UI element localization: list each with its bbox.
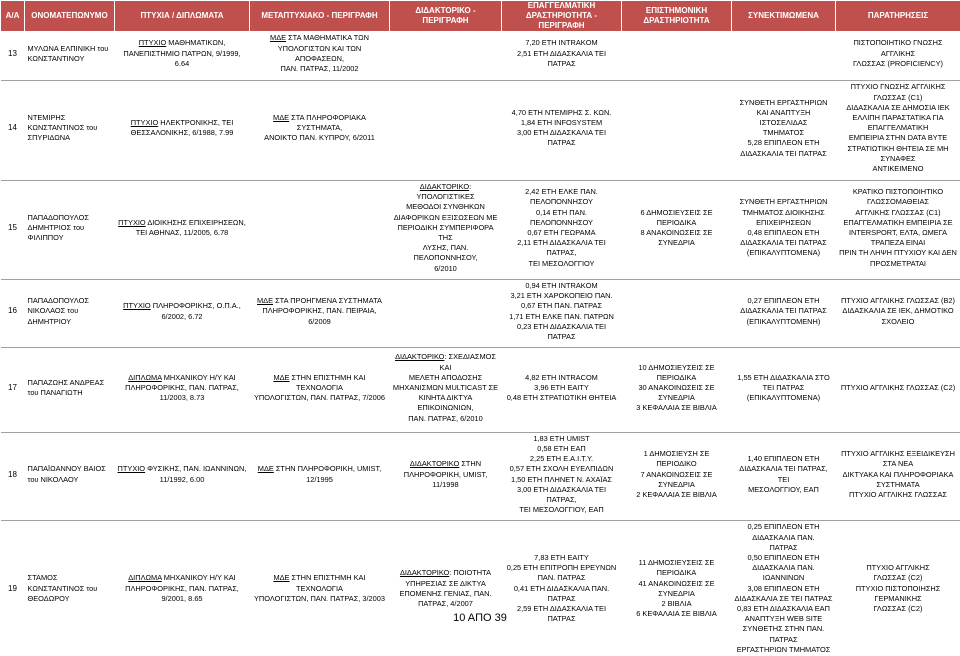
scientific-cell bbox=[622, 32, 732, 76]
assessed-cell bbox=[732, 521, 836, 656]
cell-line: ΔΙΔΑΣΚΑΛΙΑ ΣΕ ΤΕΙ ΠΑΤΡΑΣ bbox=[735, 594, 833, 604]
notes-cell bbox=[836, 432, 960, 516]
cell-line: ΠΑΝΕΠΙΣΤΗΜΙΟ ΠΑΤΡΩΝ, 9/1999, bbox=[118, 49, 247, 59]
cell-line: 0,41 ΕΤΗ ΔΙΔΑΣΚΑΛΙΑ ΠΑΝ. ΠΑΤΡΑΣ bbox=[505, 584, 619, 604]
cell-line: ΣΥΝΕΔΡΙΑ bbox=[625, 393, 729, 403]
qualification-type: ΜΔΕ bbox=[257, 296, 273, 305]
phd-cell bbox=[390, 521, 502, 656]
assessed-cell bbox=[732, 279, 836, 343]
cell-line: ΠΤΥΧΙΟ ΦΥΣΙΚΗΣ, ΠΑΝ. ΙΩΑΝΝΙΝΩΝ, bbox=[118, 464, 247, 474]
cell-line: 0,27 ΕΠΙΠΛΕΟΝ ΕΤΗ bbox=[735, 296, 833, 306]
qualification-type: ΜΔΕ bbox=[258, 464, 274, 473]
header-assessed: ΣΥΝΕΚΤΙΜΩΜΕΝΑ bbox=[732, 1, 836, 32]
notes-cell bbox=[836, 521, 960, 656]
phd-cell bbox=[390, 32, 502, 76]
cell-line: ΣΥΝΘΕΤΗ ΕΡΓΑΣΤΗΡΙΩΝ bbox=[735, 197, 833, 207]
cell-line: 41 ΑΝΑΚΟΙΝΩΣΕΙΣ ΣΕ bbox=[625, 579, 729, 589]
cell-line: 11 ΔΗΜΟΣΙΕΥΣΕΙΣ ΣΕ bbox=[625, 558, 729, 568]
degree-cell bbox=[115, 80, 250, 176]
cell-line: ΓΛΩΣΣΑΣ (PROFICIENCY) bbox=[839, 59, 958, 69]
qualification-type: ΠΤΥΧΙΟ bbox=[139, 38, 167, 47]
cell-line: ΓΛΩΣΣΑΣ (C2) bbox=[839, 604, 958, 614]
qualification-type: ΔΙΠΛΩΜΑ bbox=[128, 373, 161, 382]
cell-line: 10 ΔΗΜΟΣΙΕΥΣΕΙΣ ΣΕ bbox=[625, 363, 729, 373]
qualification-type: ΠΤΥΧΙΟ bbox=[118, 218, 146, 227]
cell-line: ΤΕΙ ΜΕΣΟΛΟΓΓΙΟΥ bbox=[505, 259, 619, 269]
professional-cell bbox=[502, 32, 622, 76]
cell-line: 6/2002, 6.72 bbox=[118, 312, 247, 322]
cell-line: ΓΛΩΣΣΑΣ (C2) bbox=[839, 573, 958, 583]
qualification-type: ΜΔΕ bbox=[273, 373, 289, 382]
cell-line: ΠΤΥΧΙΟ ΜΑΘΗΜΑΤΙΚΩΝ, bbox=[118, 38, 247, 48]
cell-line: 0,23 ΕΤΗ ΔΙΔΑΣΚΑΛΙΑ ΤΕΙ ΠΑΤΡΑΣ bbox=[505, 322, 619, 342]
cell-line: ΘΕΟΔΩΡΟΥ bbox=[28, 594, 112, 604]
cell-line: ΔΙΔΑΚΤΟΡΙΚΟ: ΣΧΕΔΙΑΣΜΟΣ ΚΑΙ bbox=[393, 352, 499, 372]
cell-line: ΔΙΔΑΣΚΑΛΙΑ ΣΕ ΙΕΚ, ΔΗΜΟΤΙΚΟ ΣΧΟΛΕΙΟ bbox=[839, 306, 958, 326]
assessed-cell bbox=[732, 80, 836, 176]
cell-line: ΠΕΛΟΠΟΝΝΗΣΟΥ bbox=[505, 197, 619, 207]
row-number: 13 bbox=[1, 32, 25, 76]
phd-cell bbox=[390, 279, 502, 343]
cell-line: ΜΔΕ ΣΤΗΝ ΠΛΗΡΟΦΟΡΙΚΗ, UMIST, bbox=[253, 464, 387, 474]
cell-line: ΠΛΗΡΟΦΟΡΙΚΗ, UMIST, bbox=[393, 470, 499, 480]
cell-line: 6.64 bbox=[118, 59, 247, 69]
qualification-type: ΠΤΥΧΙΟ bbox=[118, 464, 146, 473]
cell-line: ΜΥΛΩΝΑ ΕΛΠΙΝΙΚΗ του bbox=[28, 44, 112, 54]
cell-line: ΜΔΕ ΣΤΑ ΜΑΘΗΜΑΤΙΚΑ ΤΩΝ bbox=[253, 33, 387, 43]
professional-cell bbox=[502, 521, 622, 656]
cell-line: ΥΠΟΛΟΓΙΣΤΩΝ, ΠΑΝ. ΠΑΤΡΑΣ, 7/2006 bbox=[253, 393, 387, 403]
cell-line: ΔΙΔΑΣΚΑΛΙΑ ΤΕΙ ΠΑΤΡΑΣ bbox=[735, 238, 833, 248]
assessed-cell bbox=[732, 181, 836, 275]
cell-line: ΣΤΡΑΤΙΩΤΙΚΗ ΘΗΤΕΙΑ ΣΕ ΜΗ ΣΥΝΑΦΕΣ bbox=[839, 144, 958, 164]
cell-line: ΘΕΣΣΑΛΟΝΙΚΗΣ, 6/1988, 7.99 bbox=[118, 128, 247, 138]
cell-line: ΠΑΤΡΑΣ bbox=[735, 543, 833, 553]
cell-line: ΠΑΠΑΪΩΑΝΝΟΥ ΒΑΙΟΣ bbox=[28, 464, 112, 474]
cell-line: του ΝΙΚΟΛΑΟΥ bbox=[28, 475, 112, 485]
cell-line: 1,84 ΕΤΗ INFOSYSTEM bbox=[505, 118, 619, 128]
cell-line: ΔΙΔΑΣΚΑΛΙΑ ΤΕΙ ΠΑΤΡΑΣ bbox=[735, 306, 833, 316]
cell-line: 1,40 ΕΠΙΠΛΕΟΝ ΕΤΗ bbox=[735, 454, 833, 464]
cell-line: ΔΙΑΦΟΡΙΚΩΝ ΕΞΙΣΩΣΕΩΝ ΜΕ bbox=[393, 213, 499, 223]
assessed-cell bbox=[732, 32, 836, 76]
cell-line: 30 ΑΝΑΚΟΙΝΩΣΕΙΣ ΣΕ bbox=[625, 383, 729, 393]
cell-line: ΠΤΥΧΙΟ ΑΓΓΛΙΚΗΣ ΓΛΩΣΣΑΣ bbox=[839, 490, 958, 500]
cell-line: ΔΙΠΛΩΜΑ ΜΗΧΑΝΙΚΟΥ Η/Υ ΚΑΙ bbox=[118, 373, 247, 383]
row-number: 14 bbox=[1, 80, 25, 176]
cell-line: ΕΠΟΜΕΝΗΣ ΓΕΝΙΑΣ, ΠΑΝ. bbox=[393, 589, 499, 599]
cell-line: 7 ΑΝΑΚΟΙΝΩΣΕΙΣ ΣΕ ΣΥΝΕΔΡΙΑ bbox=[625, 470, 729, 490]
header-name: ΟΝΟΜΑΤΕΠΩΝΥΜΟ bbox=[25, 1, 115, 32]
cell-line: ΜΔΕ ΣΤΑ ΠΡΟΗΓΜΕΝΑ ΣΥΣΤΗΜΑΤΑ bbox=[253, 296, 387, 306]
cell-line: 2,25 ΕΤΗ Ε.Α.Ι.Τ.Υ. bbox=[505, 454, 619, 464]
row-number: 16 bbox=[1, 279, 25, 343]
cell-line: ΠΑΝ. ΠΑΤΡΑΣ, 6/2010 bbox=[393, 414, 499, 424]
cell-line: 2 ΚΕΦΑΛΑΙΑ ΣΕ ΒΙΒΛΙΑ bbox=[625, 490, 729, 500]
cell-line: ΔΙΔΑΣΚΑΛΙΑ ΣΕ ΔΗΜΟΣΙΑ ΙΕΚ bbox=[839, 103, 958, 113]
professional-cell bbox=[502, 432, 622, 516]
cell-line: 2,51 ΕΤΗ ΔΙΔΑΣΚΑΛΙΑ ΤΕΙ ΠΑΤΡΑΣ bbox=[505, 49, 619, 69]
cell-line: 11/2003, 8.73 bbox=[118, 393, 247, 403]
degree-cell bbox=[115, 32, 250, 76]
masters-cell bbox=[250, 279, 390, 343]
cell-line: 0,67 ΕΤΗ ΓΕΩΡΑΜΑ bbox=[505, 228, 619, 238]
cell-line: ΠΑΤΡΑΣ, 4/2007 bbox=[393, 599, 499, 609]
cell-line: ΔΙΔΑΣΚΑΛΙΑ ΠΑΝ. bbox=[735, 563, 833, 573]
notes-cell bbox=[836, 181, 960, 275]
header-professional: ΕΠΑΓΓΕΛΜΑΤΙΚΗ ΔΡΑΣΤΗΡΙΟΤΗΤΑ - ΠΕΡΙΓΡΑΦΗ bbox=[502, 1, 622, 32]
cell-line: ΠΤΥΧΙΟ ΑΓΓΛΙΚΗΣ ΓΛΩΣΣΑΣ (Β2) bbox=[839, 296, 958, 306]
phd-cell bbox=[390, 432, 502, 516]
cell-line: ΠΕΡΙΟΔΙΚΑ bbox=[625, 568, 729, 578]
cell-line: 0,94 ΕΤΗ INTRAKOM bbox=[505, 281, 619, 291]
name-cell bbox=[25, 181, 115, 275]
cell-line: 3 ΚΕΦΑΛΑΙΑ ΣΕ ΒΙΒΛΙΑ bbox=[625, 403, 729, 413]
table-row bbox=[1, 181, 960, 275]
cell-line: ΚΩΝΣΤΑΝΤΙΝΟΥ bbox=[28, 54, 112, 64]
cell-line: ΤΕΙ ΜΕΣΟΛΟΓΓΙΟΥ, ΕΑΠ bbox=[505, 505, 619, 515]
masters-cell bbox=[250, 80, 390, 176]
cell-line: 7,83 ΕΤΗ EAITY bbox=[505, 553, 619, 563]
cell-line: 0,50 ΕΠΙΠΛΕΟΝ ΕΤΗ bbox=[735, 553, 833, 563]
table-row bbox=[1, 348, 960, 428]
degree-cell bbox=[115, 521, 250, 656]
cell-line: ΠΑΝ. ΠΑΤΡΑΣ, 11/2002 bbox=[253, 64, 387, 74]
cell-line: ΕΡΓΑΣΤΗΡΙΩΝ ΤΜΗΜΑΤΟΣ bbox=[735, 645, 833, 655]
qualification-type: ΔΙΔΑΚΤΟΡΙΚΟ bbox=[400, 568, 449, 577]
table-row bbox=[1, 432, 960, 516]
cell-line: ΣΥΝΘΕΤΗΣ ΣΤΗΝ ΠΑΝ. ΠΑΤΡΑΣ bbox=[735, 624, 833, 644]
cell-line: 0,25 ΕΤΗ ΕΠΙΤΡΟΠΗ ΕΡΕΥΝΩΝ bbox=[505, 563, 619, 573]
header-scientific: ΕΠΙΣΤΗΜΟΝΙΚΗ ΔΡΑΣΤΗΡΙΟΤΗΤΑ bbox=[622, 1, 732, 32]
scientific-cell bbox=[622, 181, 732, 275]
cell-line: 9/2001, 8.65 bbox=[118, 594, 247, 604]
masters-cell bbox=[250, 432, 390, 516]
scientific-cell bbox=[622, 521, 732, 656]
cell-line: ΣΥΝΘΕΤΗ ΕΡΓΑΣΤΗΡΙΩΝ bbox=[735, 98, 833, 108]
cell-line: ΥΠΟΛΟΓΙΣΤΩΝ, ΠΑΝ. ΠΑΤΡΑΣ, 3/2003 bbox=[253, 594, 387, 604]
cell-line: ΚΑΙ ΑΝΑΠΤΥΞΗ ΙΣΤΟΣΕΛΙΔΑΣ bbox=[735, 108, 833, 128]
scientific-cell bbox=[622, 432, 732, 516]
header-phd: ΔΙΔΑΚΤΟΡΙΚΟ - ΠΕΡΙΓΡΑΦΗ bbox=[390, 1, 502, 32]
qualification-type: ΜΔΕ bbox=[273, 113, 289, 122]
qualification-type: ΔΙΠΛΩΜΑ bbox=[128, 573, 161, 582]
cell-line: ΜΗΧΑΝΙΣΜΩΝ MULTICAST ΣΕ bbox=[393, 383, 499, 393]
header-notes: ΠΑΡΑΤΗΡΗΣΕΙΣ bbox=[836, 1, 960, 32]
cell-line: 0,48 ΕΠΙΠΛΕΟΝ ΕΤΗ bbox=[735, 228, 833, 238]
name-cell bbox=[25, 432, 115, 516]
cell-line: ΕΠΑΓΓΕΛΜΑΤΙΚΗ ΕΜΠΕΙΡΙΑ ΣΕ bbox=[839, 218, 958, 228]
cell-line: ΤΕΙ ΠΑΤΡΑΣ bbox=[735, 383, 833, 393]
cell-line: (ΕΠΙΚΑΛΥΠΤΟΜΕΝΑ) bbox=[735, 248, 833, 258]
cell-line: ΔΙΔΑΣΚΑΛΙΑ ΠΑΝ. bbox=[735, 533, 833, 543]
professional-cell bbox=[502, 181, 622, 275]
degree-cell bbox=[115, 181, 250, 275]
masters-cell bbox=[250, 348, 390, 428]
cell-line: ΜΕΣΟΛΟΓΓΙΟΥ, ΕΑΠ bbox=[735, 485, 833, 495]
cell-line: ΤΜΗΜΑΤΟΣ ΔΙΟΙΚΗΣΗΣ bbox=[735, 208, 833, 218]
cell-line: (ΕΠΙΚΑΛΥΠΤΟΜΕΝΑ) bbox=[735, 393, 833, 403]
cell-line: 4,82 ΕΤΗ INTRACOM bbox=[505, 373, 619, 383]
row-number: 19 bbox=[1, 521, 25, 656]
qualification-type: ΠΤΥΧΙΟ bbox=[131, 118, 159, 127]
cell-line: ΜΕΛΕΤΗ ΑΠΟΔΟΣΗΣ bbox=[393, 373, 499, 383]
phd-cell bbox=[390, 348, 502, 428]
scientific-cell bbox=[622, 348, 732, 428]
cell-line: 2,59 ΕΤΗ ΔΙΔΑΣΚΑΛΙΑ ΤΕΙ ΠΑΤΡΑΣ bbox=[505, 604, 619, 624]
cell-line: 6 ΚΕΦΑΛΑΙΑ ΣΕ ΒΙΒΛΙΑ bbox=[625, 609, 729, 619]
cell-line: ΚΩΝΣΤΑΝΤΙΝΟΣ του bbox=[28, 584, 112, 594]
masters-cell bbox=[250, 521, 390, 656]
scientific-cell bbox=[622, 279, 732, 343]
cell-line: ΜΔΕ ΣΤΑ ΠΛΗΡΟΦΟΡΙΑΚΑ ΣΥΣΤΗΜΑΤΑ, bbox=[253, 113, 387, 133]
masters-cell bbox=[250, 181, 390, 275]
cell-line: ΝΙΚΟΛΑΟΣ του bbox=[28, 306, 112, 316]
cell-line: 11/1992, 6.00 bbox=[118, 475, 247, 485]
cell-line: ΝΤΕΜΙΡΗΣ bbox=[28, 113, 112, 123]
table-row bbox=[1, 32, 960, 76]
cell-line: ΠΡΙΝ ΤΗ ΛΗΨΗ ΠΤΥΧΙΟΥ ΚΑΙ ΔΕΝ bbox=[839, 248, 958, 258]
cell-line: ΜΔΕ ΣΤΗΝ ΕΠΙΣΤΗΜΗ ΚΑΙ ΤΕΧΝΟΛΟΓΙΑ bbox=[253, 573, 387, 593]
cell-line: 6 ΔΗΜΟΣΙΕΥΣΕΙΣ ΣΕ bbox=[625, 208, 729, 218]
degree-cell bbox=[115, 279, 250, 343]
qualification-type: ΔΙΔΑΚΤΟΡΙΚΟ bbox=[420, 182, 469, 191]
cell-line: ΠΕΡΙΟΔΙΚΑ bbox=[625, 373, 729, 383]
degree-cell bbox=[115, 348, 250, 428]
cell-line: ΚΙΝΗΤΑ ΔΙΚΤΥΑ ΕΠΙΚΟΙΝΩΝΙΩΝ, bbox=[393, 393, 499, 413]
cell-line: ΠΑΠΑΔΟΠΟΥΛΟΣ bbox=[28, 213, 112, 223]
cell-line: 1,55 ΕΤΗ ΔΙΔΑΣΚΑΛΙΑ ΣΤΟ bbox=[735, 373, 833, 383]
cell-line: ΠΤΥΧΙΟ ΔΙΟΙΚΗΣΗΣ ΕΠΙΧΕΙΡΗΣΕΩΝ, bbox=[118, 218, 247, 228]
cell-line: ΠΤΥΧΙΟ ΑΓΓΛΙΚΗΣ ΓΛΩΣΣΑΣ (C2) bbox=[839, 383, 958, 393]
cell-line: 0,67 ΕΤΗ ΠΑΝ. ΠΑΤΡΑΣ bbox=[505, 301, 619, 311]
cell-line: 1,71 ΕΤΗ ΕΛΚΕ ΠΑΝ. ΠΑΤΡΩΝ bbox=[505, 312, 619, 322]
cell-line: ΠΑΠΑΔΟΠΟΥΛΟΣ bbox=[28, 296, 112, 306]
assessed-cell bbox=[732, 432, 836, 516]
phd-cell bbox=[390, 181, 502, 275]
header-row bbox=[1, 1, 960, 32]
name-cell bbox=[25, 279, 115, 343]
cell-line: ΑΓΓΛΙΚΗΣ ΓΛΩΣΣΑΣ (C1) bbox=[839, 208, 958, 218]
cell-line: ΔΗΜΗΤΡΙΟΥ bbox=[28, 317, 112, 327]
cell-line: ΠΛΗΡΟΦΟΡΙΚΗΣ, ΠΑΝ. ΠΕΙΡΑΙΑ, 6/2009 bbox=[253, 306, 387, 326]
professional-cell bbox=[502, 80, 622, 176]
cell-line: 2,42 ΕΤΗ ΕΛΚΕ ΠΑΝ. bbox=[505, 187, 619, 197]
cell-line: ΠΤΥΧΙΟ ΠΛΗΡΟΦΟΡΙΚΗΣ, Ο.Π.Α., bbox=[118, 301, 247, 311]
row-number: 15 bbox=[1, 181, 25, 275]
assessed-cell bbox=[732, 348, 836, 428]
cell-line: ΦΙΛΙΠΠΟΥ bbox=[28, 233, 112, 243]
cell-line: 12/1995 bbox=[253, 475, 387, 485]
cell-line: ΕΜΠΕΙΡΙΑ ΣΤΗΝ DATA BYTE bbox=[839, 133, 958, 143]
cell-line: ΜΔΕ ΣΤΗΝ ΕΠΙΣΤΗΜΗ ΚΑΙ ΤΕΧΝΟΛΟΓΙΑ bbox=[253, 373, 387, 393]
cell-line: ΥΠΟΛΟΓΙΣΤΩΝ ΚΑΙ ΤΩΝ ΑΠΟΦΑΣΕΩΝ, bbox=[253, 44, 387, 64]
cell-line: ΠΕΡΙΟΔΙΚΑ bbox=[625, 218, 729, 228]
cell-line: ΠΙΣΤΟΠΟΙΗΤΙΚΟ ΓΝΩΣΗΣ ΑΓΓΛΙΚΗΣ bbox=[839, 38, 958, 58]
cell-line: 11/1998 bbox=[393, 480, 499, 490]
table-row bbox=[1, 80, 960, 176]
cell-line: 3,08 ΕΠΙΠΛΕΟΝ ΕΤΗ bbox=[735, 584, 833, 594]
cell-line: (ΕΠΙΚΑΛΥΠΤΟΜΕΝΗ) bbox=[735, 317, 833, 327]
cell-line: ΠΕΡΙΟΔΙΚΗ ΣΥΜΠΕΡΙΦΟΡΑ ΤΗΣ bbox=[393, 223, 499, 243]
phd-cell bbox=[390, 80, 502, 176]
cell-line: 0,25 ΕΠΙΠΛΕΟΝ ΕΤΗ bbox=[735, 522, 833, 532]
cell-line: ΥΠΗΡΕΣΙΑΣ ΣΕ ΔΙΚΤΥΑ bbox=[393, 579, 499, 589]
cell-line: ΠΡΟΣΜΕΤΡΑΤΑΙ bbox=[839, 259, 958, 269]
cell-line: ΠΤΥΧΙΟ ΠΙΣΤΟΠΟΙΗΣΗΣ ΓΕΡΜΑΝΙΚΗΣ bbox=[839, 584, 958, 604]
qualification-type: ΜΔΕ bbox=[270, 33, 286, 42]
cell-line: ΠΤΥΧΙΟ ΗΛΕΚΤΡΟΝΙΚΗΣ, ΤΕΙ bbox=[118, 118, 247, 128]
notes-cell bbox=[836, 348, 960, 428]
cell-line: 4,70 ΕΤΗ ΝΤΕΜΙΡΗΣ Σ. ΚΩΝ. bbox=[505, 108, 619, 118]
cell-line: ΛΥΣΗΣ, ΠΑΝ. ΠΕΛΟΠΟΝΝΗΣΟΥ, bbox=[393, 243, 499, 263]
cell-line: ΕΠΙΧΕΙΡΗΣΕΩΝ bbox=[735, 218, 833, 228]
table-row bbox=[1, 521, 960, 656]
cell-line: 3,00 ΕΤΗ ΔΙΔΑΣΚΑΛΙΑ ΤΕΙ ΠΑΤΡΑΣ, bbox=[505, 485, 619, 505]
cell-line: 0,48 ΕΤΗ ΣΤΡΑΤΙΩΤΙΚΗ ΘΗΤΕΙΑ bbox=[505, 393, 619, 403]
cell-line: ΔΗΜΗΤΡΙΟΣ του bbox=[28, 223, 112, 233]
qualification-type: ΔΙΔΑΚΤΟΡΙΚΟ bbox=[395, 352, 444, 361]
name-cell bbox=[25, 348, 115, 428]
table-body bbox=[1, 32, 960, 656]
notes-cell bbox=[836, 32, 960, 76]
cell-line: ΑΝΤΙΚΕΙΜΕΝΟ bbox=[839, 164, 958, 174]
cell-line: ΜΕΘΟΔΟΙ ΣΥΝΘΗΚΩΝ bbox=[393, 202, 499, 212]
cell-line: 5,28 ΕΠΙΠΛΕΟΝ ΕΤΗ bbox=[735, 138, 833, 148]
cell-line: 3,21 ΕΤΗ ΧΑΡΟΚΟΠΕΙΟ ΠΑΝ. bbox=[505, 291, 619, 301]
cell-line: ΔΙΚΤΥΑΚΑ ΚΑΙ ΠΛΗΡΟΦΟΡΙΑΚΑ ΣΥΣΤΗΜΑΤΑ bbox=[839, 470, 958, 490]
header-masters: ΜΕΤΑΠΤΥΧΙΑΚΟ - ΠΕΡΙΓΡΑΦΗ bbox=[250, 1, 390, 32]
cell-line: ΣΥΝΕΔΡΙΑ bbox=[625, 589, 729, 599]
cell-line: ΔΙΔΑΣΚΑΛΙΑ ΤΕΙ ΠΑΤΡΑΣ, ΤΕΙ bbox=[735, 464, 833, 484]
cell-line: ΠΤΥΧΙΟ ΓΝΩΣΗΣ ΑΓΓΛΙΚΗΣ ΓΛΩΣΣΑΣ (C1) bbox=[839, 82, 958, 102]
qualification-type: ΠΤΥΧΙΟ bbox=[123, 301, 151, 310]
name-cell bbox=[25, 32, 115, 76]
cell-line: ΣΠΥΡΙΔΩΝΑ bbox=[28, 133, 112, 143]
row-number: 17 bbox=[1, 348, 25, 428]
cell-line: ΑΝΟΙΚΤΟ ΠΑΝ. ΚΥΠΡΟΥ, 6/2011 bbox=[253, 133, 387, 143]
cell-line: ΙΩΑΝΝΙΝΩΝ bbox=[735, 573, 833, 583]
name-cell bbox=[25, 521, 115, 656]
cell-line: ΤΕΙ ΑΘΗΝΑΣ, 11/2005, 6.78 bbox=[118, 228, 247, 238]
notes-cell bbox=[836, 80, 960, 176]
cell-line: 1,83 ΕΤΗ UMIST bbox=[505, 434, 619, 444]
cell-line: ΔΙΔΑΚΤΟΡΙΚΟ: ΥΠΟΛΟΓΙΣΤΙΚΕΣ bbox=[393, 182, 499, 202]
header-degrees: ΠΤΥΧΙΑ / ΔΙΠΛΩΜΑΤΑ bbox=[115, 1, 250, 32]
professional-cell bbox=[502, 348, 622, 428]
table-row bbox=[1, 279, 960, 343]
cell-line: INTERSPORT, ΕΛΤΑ, ΩΜΕΓΑ ΤΡΑΠΕΖΑ ΕΙΝΑΙ bbox=[839, 228, 958, 248]
cell-line: ΤΜΗΜΑΤΟΣ bbox=[735, 128, 833, 138]
cell-line: 0,58 ΕΤΗ ΕΑΠ bbox=[505, 444, 619, 454]
cell-line: ΔΙΔΑΚΤΟΡΙΚΟ: ΠΟΙΟΤΗΤΑ bbox=[393, 568, 499, 578]
cell-line: 6/2010 bbox=[393, 264, 499, 274]
cell-line: 2 ΒΙΒΛΙΑ bbox=[625, 599, 729, 609]
page-number: 10 ΑΠΟ 39 bbox=[0, 612, 960, 624]
cell-line: ΑΝΑΠΤΥΞΗ WEB SITE bbox=[735, 614, 833, 624]
cell-line: 2,11 ΕΤΗ ΔΙΔΑΣΚΑΛΙΑ ΤΕΙ ΠΑΤΡΑΣ, bbox=[505, 238, 619, 258]
cell-line: ΠΑΠΑΖΩΗΣ ΑΝΔΡΕΑΣ bbox=[28, 378, 112, 388]
cell-line: ΚΡΑΤΙΚΟ ΠΙΣΤΟΠΟΙΗΤΙΚΟ ΓΛΩΣΣΟΜΑΘΕΙΑΣ bbox=[839, 187, 958, 207]
cell-line: ΠΤΥΧΙΟ ΑΓΓΛΙΚΗΣ ΕΞΕΙΔΙΚΕΥΣΗ ΣΤΑ ΝΕΑ bbox=[839, 449, 958, 469]
cell-line: 8 ΑΝΑΚΟΙΝΩΣΕΙΣ ΣΕ ΣΥΝΕΔΡΙΑ bbox=[625, 228, 729, 248]
cell-line: 1,50 ΕΤΗ ΠΛΗΝΕΤ Ν. ΑΧΑΪΑΣ bbox=[505, 475, 619, 485]
cell-line: 3,96 ΕΤΗ EAITY bbox=[505, 383, 619, 393]
notes-cell bbox=[836, 279, 960, 343]
cell-line: ΕΛΛΙΠΗ ΠΑΡΑΣΤΑΤΙΚΑ ΓΙΑ ΕΠΑΓΓΕΛΜΑΤΙΚΗ bbox=[839, 113, 958, 133]
cell-line: 3,00 ΕΤΗ ΔΙΔΑΣΚΑΛΙΑ ΤΕΙ ΠΑΤΡΑΣ bbox=[505, 128, 619, 148]
cell-line: ΔΙΠΛΩΜΑ ΜΗΧΑΝΙΚΟΥ Η/Υ ΚΑΙ bbox=[118, 573, 247, 583]
row-number: 18 bbox=[1, 432, 25, 516]
degree-cell bbox=[115, 432, 250, 516]
cell-line: ΠΛΗΡΟΦΟΡΙΚΗΣ, ΠΑΝ. ΠΑΤΡΑΣ, bbox=[118, 383, 247, 393]
cell-line: ΚΩΝΣΤΑΝΤΙΝΟΣ του bbox=[28, 123, 112, 133]
professional-cell bbox=[502, 279, 622, 343]
cell-line: ΔΙΔΑΚΤΟΡΙΚΟ ΣΤΗΝ bbox=[393, 459, 499, 469]
cell-line: 7,20 ΕΤΗ INTRAKOM bbox=[505, 38, 619, 48]
cell-line: 0,83 ΕΤΗ ΔΙΔΑΣΚΑΛΙΑ ΕΑΠ bbox=[735, 604, 833, 614]
cell-line: 0,57 ΕΤΗ ΣΧΟΛΗ ΕΥΕΛΠΙΔΩΝ bbox=[505, 464, 619, 474]
cell-line: 1 ΔΗΜΟΣΙΕΥΣΗ ΣΕ ΠΕΡΙΟΔΙΚΟ bbox=[625, 449, 729, 469]
header-aa: Α/Α bbox=[1, 1, 25, 32]
qualification-type: ΔΙΔΑΚΤΟΡΙΚΟ bbox=[410, 459, 459, 468]
cell-line: ΠΑΝ. ΠΑΤΡΑΣ bbox=[505, 573, 619, 583]
name-cell bbox=[25, 80, 115, 176]
masters-cell bbox=[250, 32, 390, 76]
cell-line: ΠΤΥΧΙΟ ΑΓΓΛΙΚΗΣ bbox=[839, 563, 958, 573]
cell-line: ΔΙΔΑΣΚΑΛΙΑ ΤΕΙ ΠΑΤΡΑΣ bbox=[735, 149, 833, 159]
qualification-type: ΜΔΕ bbox=[273, 573, 289, 582]
scientific-cell bbox=[622, 80, 732, 176]
cell-line: του ΠΑΝΑΓΙΩΤΗ bbox=[28, 388, 112, 398]
cell-line: 0,14 ΕΤΗ ΠΑΝ. ΠΕΛΟΠΟΝΝΗΣΟΥ bbox=[505, 208, 619, 228]
cell-line: ΠΛΗΡΟΦΟΡΙΚΗΣ, ΠΑΝ. ΠΑΤΡΑΣ, bbox=[118, 584, 247, 594]
cell-line: ΣΤΑΜΟΣ bbox=[28, 573, 112, 583]
